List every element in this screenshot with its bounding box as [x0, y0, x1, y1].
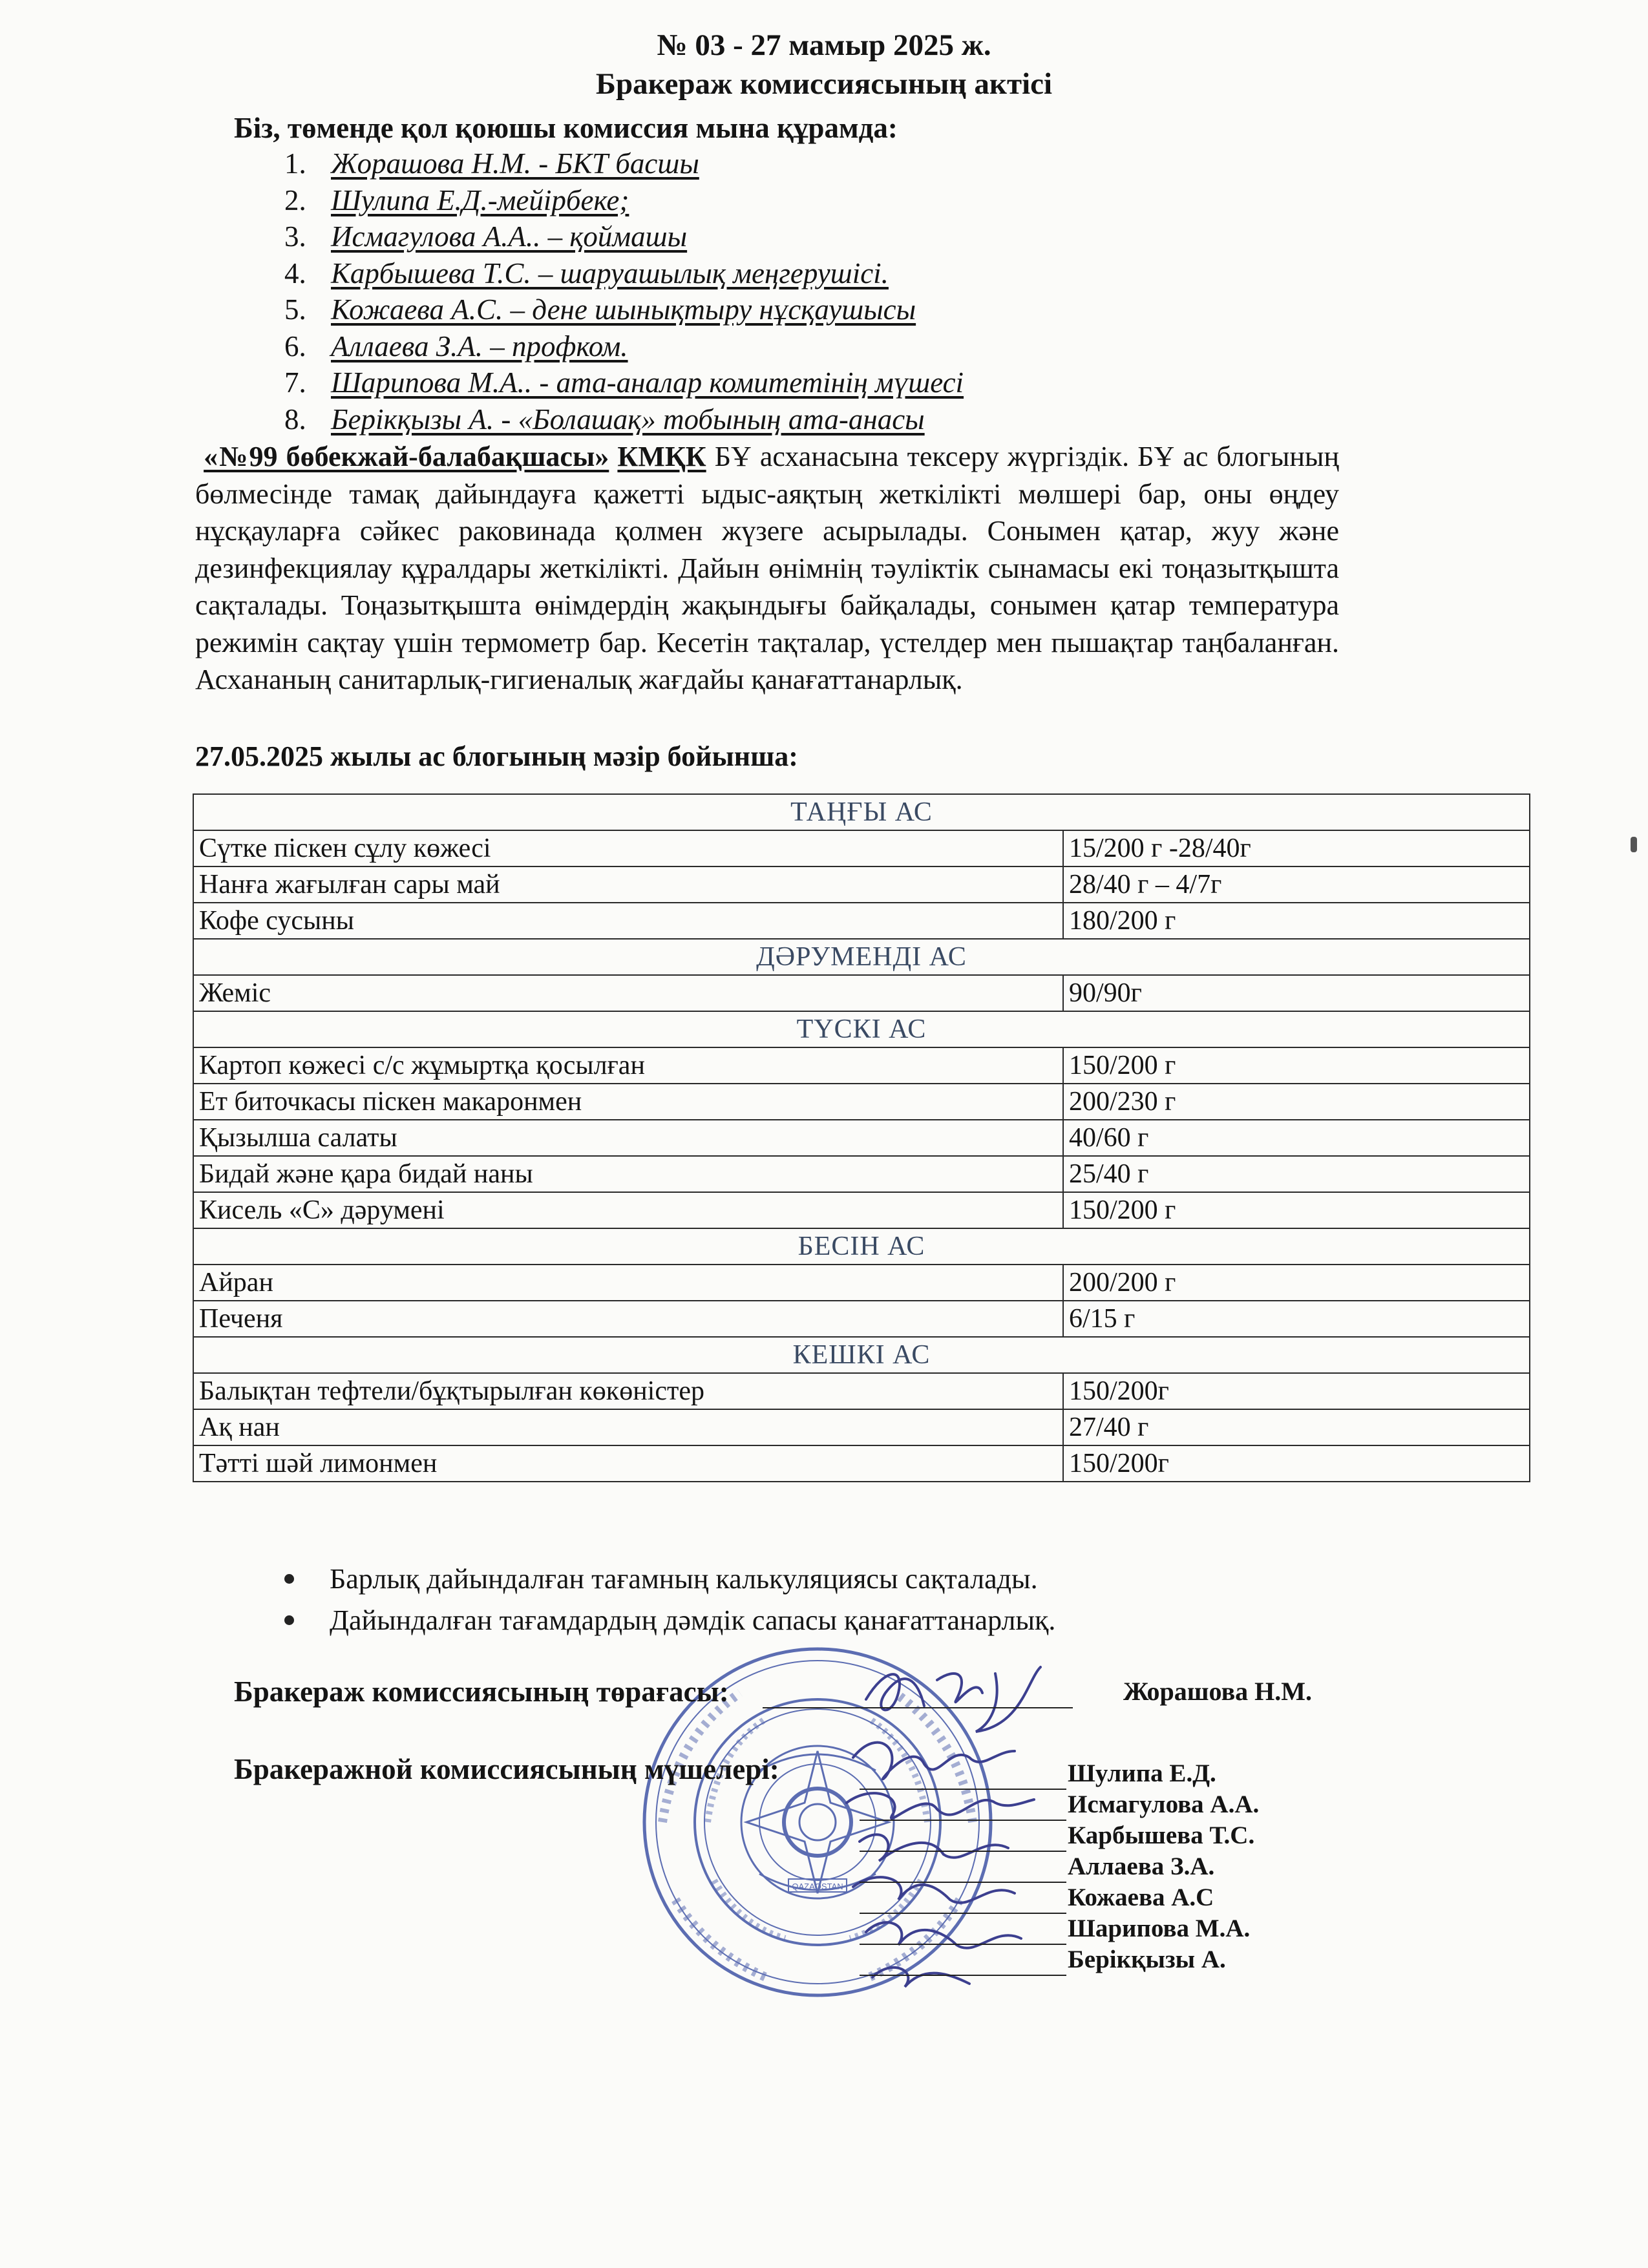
member-signature-name: Шарипова М.А.: [1068, 1915, 1251, 1942]
table-row: [193, 1084, 1530, 1120]
dish-name: Печеня: [193, 1301, 1063, 1337]
dish-portion: 40/60 г: [1063, 1120, 1530, 1156]
dish-name: Айран: [193, 1265, 1063, 1301]
member-item: 5. Кожаева А.С. – дене шынықтыру нұсқаушысы: [284, 293, 916, 326]
dish-portion: 150/200г: [1063, 1373, 1530, 1409]
dish-portion: 6/15 г: [1063, 1301, 1530, 1337]
section-row-lunch: [193, 1011, 1530, 1047]
inspection-paragraph: [195, 438, 1339, 698]
dish-portion: 150/200г: [1063, 1445, 1530, 1482]
section-title: ТАҢҒЫ АС: [193, 794, 1530, 830]
table-row: [193, 1047, 1530, 1084]
intro-text: Біз, төменде қол қоюшы комиссия мына құрамда:: [234, 112, 898, 144]
menu-heading: 27.05.2025 жылы ас блогының мәзір бойынша:: [195, 740, 798, 772]
signature-line: [860, 1913, 1066, 1914]
member-signature-name: Аллаева З.А.: [1068, 1853, 1215, 1880]
member-item: 1. Жорашова Н.М. - БКТ басшы: [284, 147, 699, 180]
table-row: [193, 975, 1530, 1011]
member-signature-name: Карбышева Т.С.: [1068, 1822, 1255, 1849]
members-label: Бракеражной комиссиясының мүшелері:: [234, 1753, 779, 1785]
dish-portion: 27/40 г: [1063, 1409, 1530, 1445]
chair-name: Жорашова Н.М.: [1123, 1677, 1313, 1706]
dish-name: Кисель «С» дәрумені: [193, 1192, 1063, 1228]
section-title: ДӘРУМЕНДІ АС: [193, 939, 1530, 975]
section-row-dinner: [193, 1337, 1530, 1373]
dish-name: Бидай және қара бидай наны: [193, 1156, 1063, 1192]
member-item: 4. Карбышева Т.С. – шаруашылық меңгерушісі.: [284, 257, 889, 289]
table-row: [193, 1409, 1530, 1445]
act-title: Бракераж комиссиясының актісі: [595, 67, 1053, 101]
dish-name: Нанға жағылған сары май: [193, 866, 1063, 903]
section-title: ТҮСКІ АС: [193, 1011, 1530, 1047]
signature-line: [860, 1820, 1066, 1821]
inspection-text: БҰ асханасына тексеру жүргіздік. БҰ ас блогының бөлмесінде тамақ дайындауға қажетті ыдыс-аяқтың жеткілікті мөлшері бар, оны өңдеу нұсқауларға сәйкес раковинада қолмен жүзеге асырылады. Сонымен қатар, жуу және дезинфекциялау құралдары жеткілікті. Дайын өнімнің тәуліктік сынамасы екі тоңазытқышта сақталады. Тоңазытқышта өнімдердің жақындығы байқалады, сонымен қатар температура режимін сақтау үшін термометр бар. Кесетін тақталар, үстелдер мен пышақтар таңбаланған. Асхананың санитарлық-гигиеналық жағдайы қанағаттанарлық.: [195, 441, 1339, 695]
dish-name: Жеміс: [193, 975, 1063, 1011]
organization-type: КМҚК: [617, 441, 706, 472]
notes-list: [284, 1559, 1055, 1641]
table-row: [193, 903, 1530, 939]
section-row-snack: [193, 1228, 1530, 1265]
dish-portion: 15/200 г -28/40г: [1063, 830, 1530, 866]
note-item: Дайындалған тағамдардың дәмдік сапасы қанағаттанарлық.: [284, 1600, 1055, 1641]
member-item: 6. Аллаева З.А. – профком.: [284, 330, 628, 362]
chair-label: Бракераж комиссиясының төрағасы:: [234, 1675, 729, 1708]
signature-line: [860, 1882, 1066, 1883]
table-row: [193, 1445, 1530, 1482]
dish-name: Сүтке піскен сұлу көжесі: [193, 830, 1063, 866]
dish-portion: 200/200 г: [1063, 1265, 1530, 1301]
table-row: [193, 1120, 1530, 1156]
dish-name: Картоп көжесі с/с жұмыртқа қосылған: [193, 1047, 1063, 1084]
member-item: 3. Исмагулова А.А.. – қоймашы: [284, 220, 688, 253]
dish-portion: 90/90г: [1063, 975, 1530, 1011]
dish-name: Тәтті шәй лимонмен: [193, 1445, 1063, 1482]
signature-line: [860, 1975, 1066, 1976]
dish-name: Кофе сусыны: [193, 903, 1063, 939]
member-signature-name: Берікқызы А.: [1068, 1946, 1226, 1973]
dish-portion: 28/40 г – 4/7г: [1063, 866, 1530, 903]
bullet-icon: [284, 1615, 294, 1625]
chair-signature-line: [763, 1707, 1073, 1708]
member-item: 2. Шулипа Е.Д.-мейірбеке;: [284, 184, 629, 216]
section-row-breakfast: [193, 794, 1530, 830]
member-signature-name: Исмагулова А.А.: [1068, 1790, 1260, 1818]
dish-name: Қызылша салаты: [193, 1120, 1063, 1156]
act-number-date: № 03 - 27 мамыр 2025 ж.: [657, 28, 991, 62]
member-item: 8. Берікқызы А. - «Болашақ» тобының ата-анасы: [284, 403, 925, 436]
table-row: [193, 866, 1530, 903]
member-item: 7. Шарипова М.А.. - ата-аналар комитетінің мүшесі: [284, 366, 964, 399]
dish-portion: 180/200 г: [1063, 903, 1530, 939]
section-row-vitamin: [193, 939, 1530, 975]
table-row: [193, 1373, 1530, 1409]
dish-portion: 200/230 г: [1063, 1084, 1530, 1120]
dish-name: Балықтан тефтели/бұқтырылған көкөністер: [193, 1373, 1063, 1409]
svg-text:QAZAQSTAN: QAZAQSTAN: [792, 1882, 843, 1891]
organization-name: «№99 бөбекжай-балабақшасы»: [204, 441, 609, 472]
member-signature-name: Шулипа Е.Д.: [1068, 1759, 1216, 1787]
member-signature-name: Кожаева А.С: [1068, 1884, 1214, 1911]
signature-line: [860, 1851, 1066, 1852]
dish-portion: 150/200 г: [1063, 1192, 1530, 1228]
table-row: [193, 830, 1530, 866]
table-row: [193, 1265, 1530, 1301]
dish-portion: 25/40 г: [1063, 1156, 1530, 1192]
table-row: [193, 1156, 1530, 1192]
menu-table: [193, 793, 1530, 1482]
dish-name: Ет биточкасы піскен макаронмен: [193, 1084, 1063, 1120]
table-row: [193, 1301, 1530, 1337]
section-title: КЕШКІ АС: [193, 1337, 1530, 1373]
table-row: [193, 1192, 1530, 1228]
dish-portion: 150/200 г: [1063, 1047, 1530, 1084]
bullet-icon: [284, 1574, 294, 1584]
signature-line: [860, 1944, 1066, 1945]
scan-mark: [1631, 837, 1637, 852]
signature-line: [860, 1789, 1066, 1790]
note-item: Барлық дайындалған тағамның калькуляциясы сақталады.: [284, 1559, 1055, 1600]
section-title: БЕСІН АС: [193, 1228, 1530, 1265]
commission-members-list: [284, 145, 964, 437]
dish-name: Ақ нан: [193, 1409, 1063, 1445]
